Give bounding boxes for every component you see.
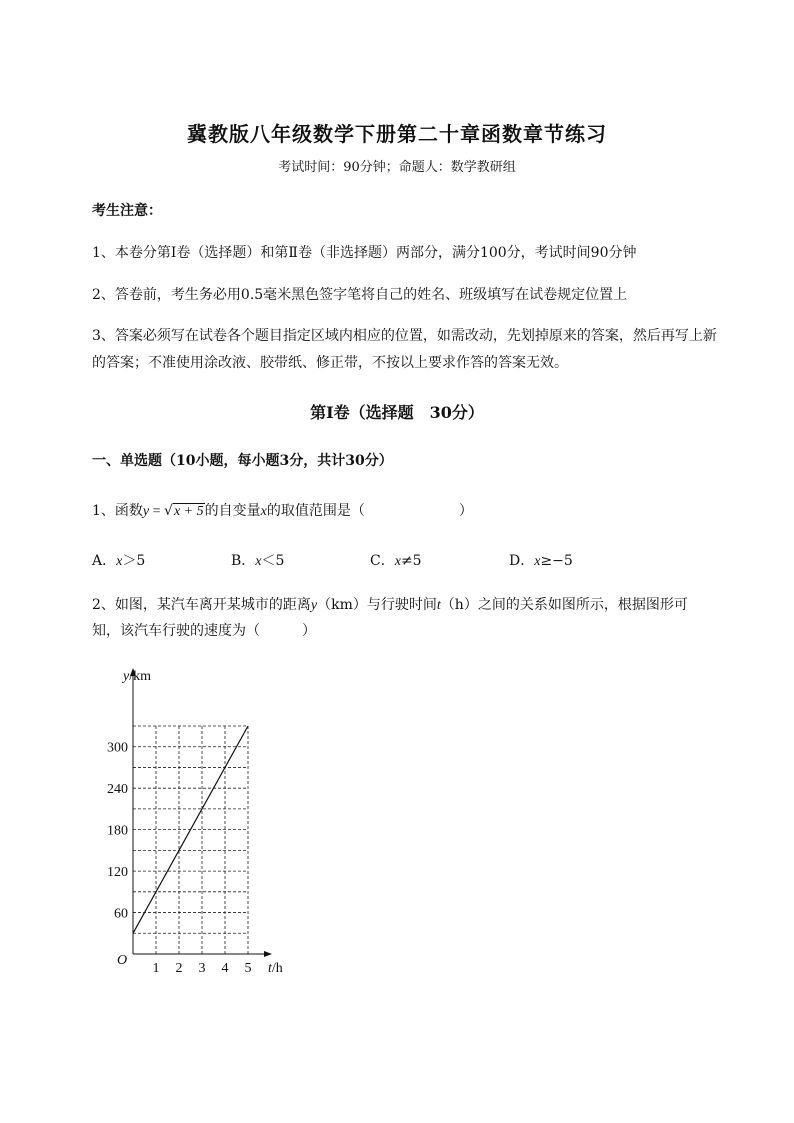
exam-info: 考试时间：90分钟；命题人：数学教研组 — [278, 160, 516, 175]
notice-item-3-line-2: 的答案；不准使用涂改液、胶带纸、修正带，不按以上要求作答的答案无效。 — [92, 355, 568, 371]
question-2-line-1 — [92, 594, 688, 614]
q2-text-a: 2、如图，某汽车离开某城市的距离 — [92, 597, 311, 613]
y-tick-label: 240 — [107, 782, 128, 798]
q2-var-y: y — [310, 598, 318, 613]
x-tick-label: 4 — [221, 961, 229, 976]
y-tick-label: 60 — [114, 906, 128, 922]
part-heading: 一、单选题（10小题，每小题3分，共计30分） — [92, 453, 393, 469]
notice-item-2: 2、答卷前，考生务必用0.5毫米黑色签字笔将自己的姓名、班级填写在试卷规定位置上 — [92, 287, 628, 303]
option-letter: A． — [92, 553, 117, 569]
section-title: 第Ⅰ卷（选择题 30分） — [310, 403, 484, 422]
option-relation: ＜5 — [261, 553, 285, 569]
option-d[interactable] — [509, 550, 573, 570]
question-1 — [92, 500, 473, 520]
page-title: 冀教版八年级数学下册第二十章函数章节练习 — [187, 122, 607, 146]
q1-close: ） — [458, 503, 473, 519]
option-b[interactable] — [231, 550, 284, 570]
notice-item-1: 1、本卷分第Ⅰ卷（选择题）和第Ⅱ卷（非选择题）两部分，满分100分，考试时间90分钟 — [92, 245, 637, 261]
y-tick-label: 120 — [107, 865, 128, 881]
q1-suffix: 的取值范围是（ — [266, 503, 365, 519]
q1-radicand: x + 5 — [173, 504, 204, 519]
q2-var-t: t — [436, 598, 441, 613]
question-2-line-2: 知，该汽车行驶的速度为（ ） — [92, 623, 316, 639]
q1-formula-y: y — [142, 504, 150, 519]
y-axis-label: y/km — [123, 669, 151, 684]
x-axis-arrow — [264, 951, 272, 957]
option-relation: ≥−5 — [540, 553, 573, 569]
y-tick-label: 300 — [107, 740, 128, 756]
option-letter: D． — [509, 553, 535, 569]
option-relation: ≠5 — [400, 553, 422, 569]
x-tick-label: 1 — [152, 961, 160, 976]
origin-label: O — [117, 953, 128, 968]
option-var: x — [534, 554, 541, 569]
option-letter: C． — [370, 553, 395, 569]
option-c[interactable] — [370, 550, 422, 570]
sqrt-sign: √ — [164, 503, 173, 519]
q1-prefix: 1、函数 — [92, 503, 143, 519]
x-tick-label: 2 — [175, 961, 183, 976]
q1-var: x — [260, 504, 267, 519]
option-relation: ＞5 — [122, 553, 146, 569]
option-var: x — [394, 554, 401, 569]
q1-formula-eq: = — [149, 504, 165, 519]
q2-text-b: （km）与行驶时间 — [317, 597, 437, 613]
q1-middle: 的自变量 — [204, 503, 261, 519]
q2-text-c: （h）之间的关系如图所示，根据图形可 — [440, 597, 688, 613]
x-axis-label: t/h — [268, 961, 283, 976]
y-tick-label: 180 — [107, 823, 128, 839]
x-tick-label: 5 — [244, 961, 252, 976]
notice-item-3-line-1: 3、答案必须写在试卷各个题目指定区域内相应的位置，如需改动，先划掉原来的答案，然后再写上新 — [92, 328, 717, 344]
option-a[interactable] — [92, 550, 145, 570]
option-letter: B． — [231, 553, 256, 569]
option-var: x — [116, 554, 123, 569]
distance-time-chart — [100, 660, 310, 985]
notice-heading: 考生注意： — [92, 203, 162, 219]
x-tick-label: 3 — [198, 961, 206, 976]
option-var: x — [255, 554, 262, 569]
